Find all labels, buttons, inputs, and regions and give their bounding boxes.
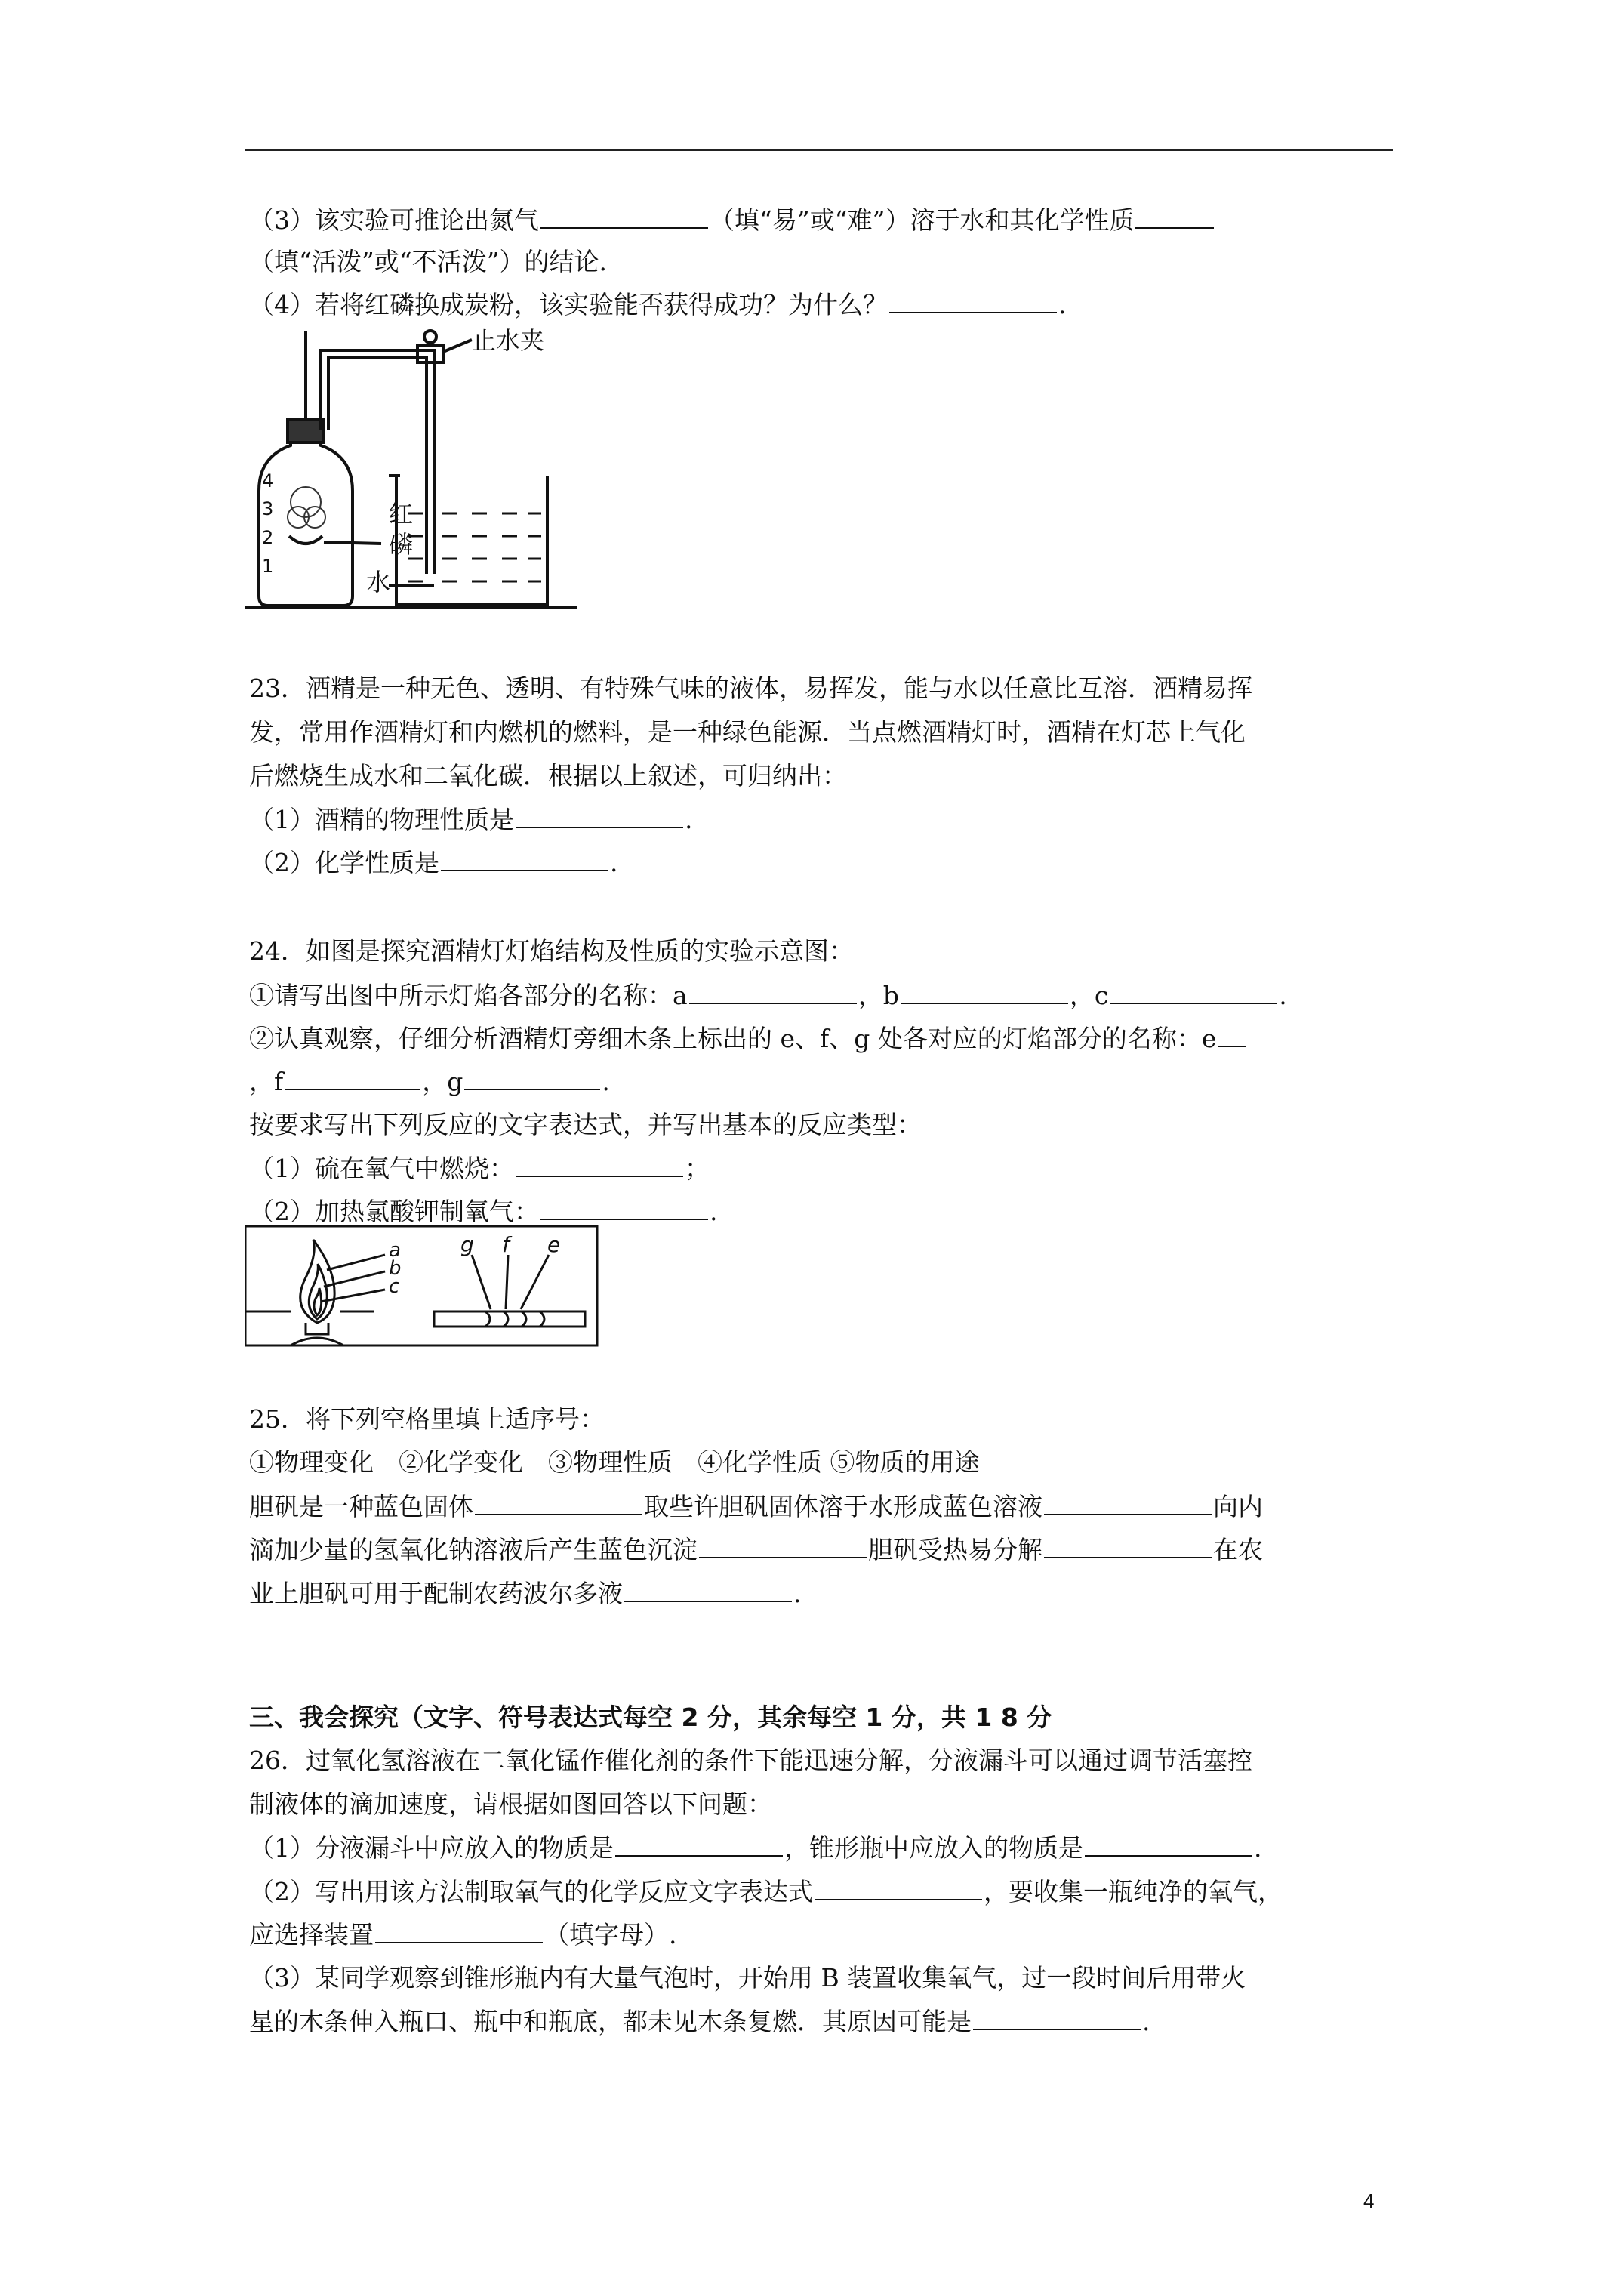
answer-blank[interactable] [624,1578,792,1602]
q25-text-2: 滴加少量的氢氧化钠溶液后产生蓝色沉淀 胆矾受热易分解 在农 [249,1535,1263,1564]
q23-sub-2: （2）化学性质是 . [249,848,618,877]
section-3-heading: 三、我会探究（文字、符号表达式每空 2 分，其余每空 1 分，共 1 8 分 [249,1703,1052,1732]
q25-text-1: 胆矾是一种蓝色固体 取些许胆矾固体溶于水形成蓝色溶液 向内 [249,1492,1263,1521]
mark-3: 3 [262,498,274,519]
q25-para-1: 25．将下列空格里填上适序号： [249,1404,605,1434]
q22-line-3: （3）该实验可推论出氮气 （填“易”或“难”）溶于水和其化学性质 [249,205,1215,236]
q26-sub-2-cont: 应选择装置 （填字母）. [249,1920,677,1949]
answer-blank[interactable] [1218,1023,1246,1047]
q25-text-3: 业上胆矾可用于配制农药波尔多液 . [249,1579,802,1608]
page-number: 4 [1363,2190,1375,2212]
answer-blank[interactable] [1085,1832,1252,1857]
q23-para-2: 发，常用作酒精灯和内燃机的燃料，是一种绿色能源．当点燃酒精灯时，酒精在灯芯上气化 [249,717,1246,747]
clamp-label: 止水夹 [472,326,545,355]
q26-sub-1: （1）分液漏斗中应放入的物质是 ，锥形瓶中应放入的物质是 . [249,1833,1262,1863]
answer-blank[interactable] [475,1491,642,1515]
q26-sub-3: （3）某同学观察到锥形瓶内有大量气泡时，开始用 B 装置收集氧气，过一段时间后用带火 [249,1963,1246,1992]
flame-label-a: a [389,1239,401,1262]
q26-para-1: 26．过氧化氢溶液在二氧化锰作催化剂的条件下能迅速分解，分液漏斗可以通过调节活塞控 [249,1746,1252,1775]
q24-para-3: 按要求写出下列反应的文字表达式，并写出基本的反应类型： [249,1110,922,1139]
q24-part-2: ②认真观察，仔细分析酒精灯旁细木条上标出的 e、f、g 处各对应的灯焰部分的名称：e [249,1023,1248,1054]
strip-label-g: g [460,1232,474,1257]
answer-blank[interactable] [615,1832,783,1857]
answer-blank[interactable] [1044,1491,1212,1515]
q26-para-2: 制液体的滴加速度，请根据如图回答以下问题： [249,1789,772,1819]
q24-para-1: 24．如图是探究酒精灯灯焰结构及性质的实验示意图： [249,936,854,966]
q22-line-3-cont: （填“活泼”或“不活泼”）的结论. [249,247,607,276]
answer-blank[interactable] [815,1876,982,1900]
answer-blank[interactable] [699,1534,867,1558]
header-rule [245,149,1393,151]
answer-blank[interactable] [375,1919,543,1943]
water-label: 水 [366,568,391,596]
mark-4: 4 [262,470,274,492]
q22-line-4: （4）若将红磷换成炭粉，该实验能否获得成功？为什么？ . [249,290,1067,319]
answer-blank[interactable] [441,847,608,871]
answer-blank[interactable] [464,1066,600,1090]
answer-blank[interactable] [516,804,683,828]
q26-sub-2: （2）写出用该方法制取氧气的化学反应文字表达式 ，要收集一瓶纯净的氧气， [249,1877,1283,1906]
q23-para-1: 23．酒精是一种无色、透明、有特殊气味的液体，易挥发，能与水以任意比互溶．酒精易挥 [249,673,1252,703]
answer-blank[interactable] [540,205,708,229]
answer-blank[interactable] [516,1153,683,1177]
flame-label-b: b [389,1257,402,1280]
answer-blank[interactable] [1135,205,1214,229]
q23-sub-1: （1）酒精的物理性质是 . [249,805,693,834]
answer-blank[interactable] [973,2006,1141,2030]
answer-blank[interactable] [285,1066,420,1090]
answer-blank[interactable] [689,980,857,1004]
answer-blank[interactable] [1044,1534,1212,1558]
strip-label-f: f [502,1232,510,1257]
strip-label-e: e [547,1232,561,1257]
phosphorus-label-2: 磷 [389,530,414,559]
phosphorus-apparatus-figure [245,325,577,612]
q24-part-1: ①请写出图中所示灯焰各部分的名称：a ，b ，c . [249,981,1287,1010]
mark-2: 2 [262,527,274,548]
answer-blank[interactable] [889,289,1057,313]
mark-1: 1 [262,556,274,577]
answer-blank[interactable] [540,1196,708,1220]
q23-para-3: 后燃烧生成水和二氧化碳．根据以上叙述，可归纳出： [249,761,847,791]
q24-part-2-cont: ，f ，g . [249,1067,610,1096]
phosphorus-label-1: 红 [389,500,414,529]
flame-label-c: c [389,1275,400,1298]
q25-options: ①物理变化 ②化学变化 ③物理性质 ④化学性质 ⑤物质的用途 [249,1447,980,1477]
q26-sub-3-cont: 星的木条伸入瓶口、瓶中和瓶底，都未见木条复燃．其原因可能是 . [249,2007,1150,2036]
answer-blank[interactable] [901,980,1068,1004]
q24-reaction-1: （1）硫在氧气中燃烧： ； [249,1154,710,1183]
q24-reaction-2: （2）加热氯酸钾制氧气： . [249,1197,718,1226]
flame-structure-figure [245,1225,608,1349]
answer-blank[interactable] [1110,980,1277,1004]
